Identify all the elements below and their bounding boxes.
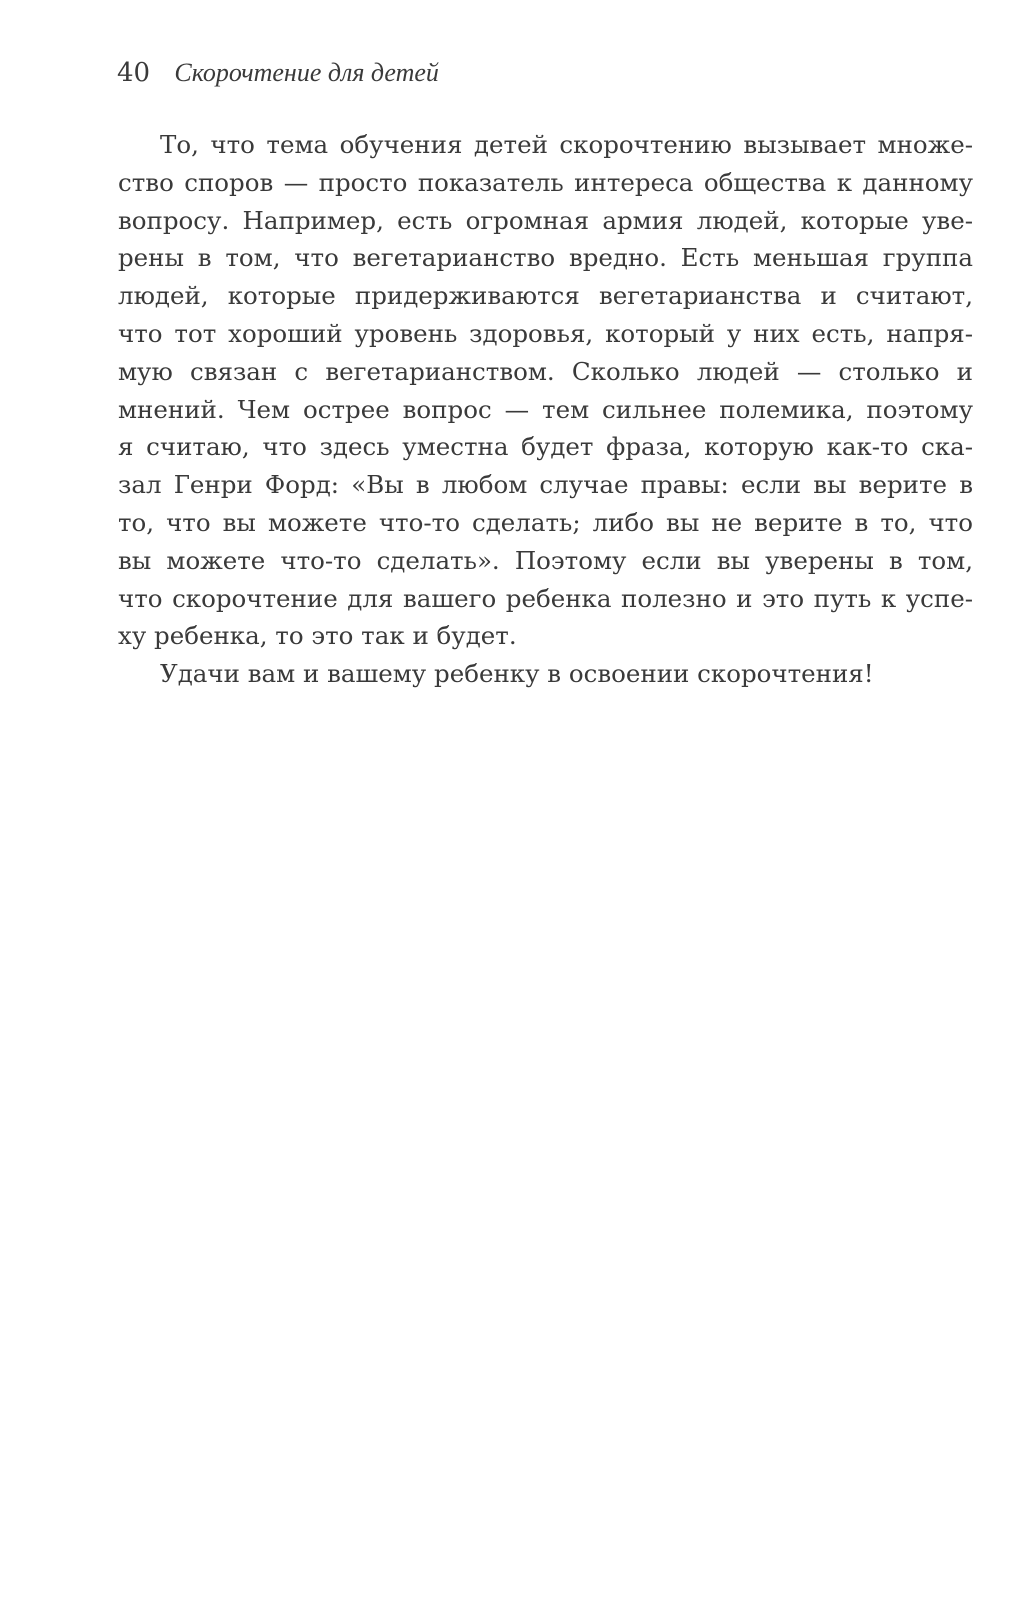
- text-line: я считаю, что здесь уместна будет фраза, которую как-то ска-: [118, 432, 973, 462]
- paragraph-1: [118, 126, 973, 655]
- text-line: вы можете что-то сделать». Поэтому если вы уверены в том,: [118, 545, 973, 575]
- text-line: вопросу. Например, есть огромная армия людей, которые уве-: [118, 205, 973, 235]
- text-line: ху ребенка, то это так и будет.: [118, 621, 517, 651]
- text-line: Удачи вам и вашему ребенку в освоении скорочтения!: [160, 659, 874, 689]
- text-line: то, что вы можете что-то сделать; либо вы не верите в то, что: [118, 507, 973, 537]
- text-line: ство споров — просто показатель интереса общества к данному: [118, 167, 973, 197]
- text-line: То, что тема обучения детей скорочтению вызывает множе-: [160, 130, 973, 159]
- text-line: что тот хороший уровень здоровья, который у них есть, напря-: [118, 318, 973, 348]
- paragraph-2: [118, 655, 973, 693]
- text-line: людей, которые придерживаются вегетарианства и считают,: [118, 281, 973, 311]
- body-text: [118, 126, 973, 693]
- page-number: 40: [117, 58, 151, 88]
- text-line: мнений. Чем острее вопрос — тем сильнее полемика, поэтому: [118, 394, 973, 424]
- text-line: зал Генри Форд: «Вы в любом случае правы: если вы верите в: [118, 470, 973, 500]
- running-head: [117, 56, 439, 90]
- text-line: рены в том, что вегетарианство вредно. Есть меньшая группа: [118, 243, 973, 273]
- text-line: мую связан с вегетарианством. Сколько людей — столько и: [118, 356, 973, 386]
- book-title: Скорочтение для детей: [174, 58, 439, 87]
- text-line: что скорочтение для вашего ребенка полезно и это путь к успе-: [118, 583, 973, 613]
